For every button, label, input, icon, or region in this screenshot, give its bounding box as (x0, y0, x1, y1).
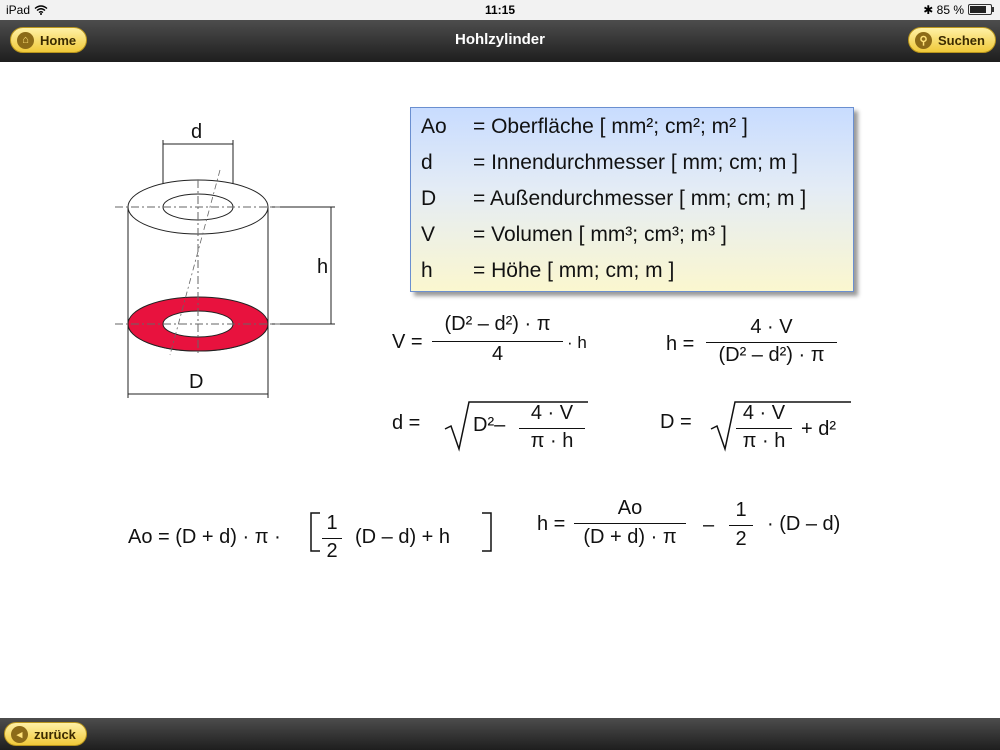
legend-row: V = Volumen [ mm³; cm³; m³ ] (421, 223, 727, 246)
search-label: Suchen (938, 32, 985, 48)
diagram-label-d: d (191, 121, 203, 143)
status-time: 11:15 (484, 3, 516, 17)
legend-row: D = Außendurchmesser [ mm; cm; m ] (421, 187, 807, 210)
search-button[interactable] (908, 27, 996, 53)
diagram-label-D: D (189, 371, 204, 393)
hollow-cylinder-diagram (110, 110, 350, 410)
nav-bar (0, 20, 1000, 62)
battery-percent: 85 % (936, 3, 964, 17)
legend-row: Ao = Oberfläche [ mm²; cm²; m² ] (421, 115, 748, 138)
back-label: zurück (34, 726, 76, 742)
battery-icon (968, 4, 992, 15)
home-label: Home (40, 32, 77, 48)
bluetooth-icon: ✱ (923, 3, 934, 17)
diagram-label-h: h (317, 256, 329, 278)
legend-row: h = Höhe [ mm; cm; m ] (421, 259, 675, 282)
search-icon: ⚲ (915, 32, 932, 49)
legend-row: d = Innendurchmesser [ mm; cm; m ] (421, 151, 799, 174)
back-button[interactable] (4, 722, 87, 746)
legend-box (410, 107, 854, 292)
status-right (923, 3, 992, 17)
back-icon: ◂ (11, 726, 28, 743)
status-bar (0, 0, 1000, 20)
device-label: iPad (6, 3, 48, 17)
bottom-bar (0, 718, 1000, 750)
page-title: Hohlzylinder (454, 31, 545, 48)
home-icon: ⌂ (17, 32, 34, 49)
